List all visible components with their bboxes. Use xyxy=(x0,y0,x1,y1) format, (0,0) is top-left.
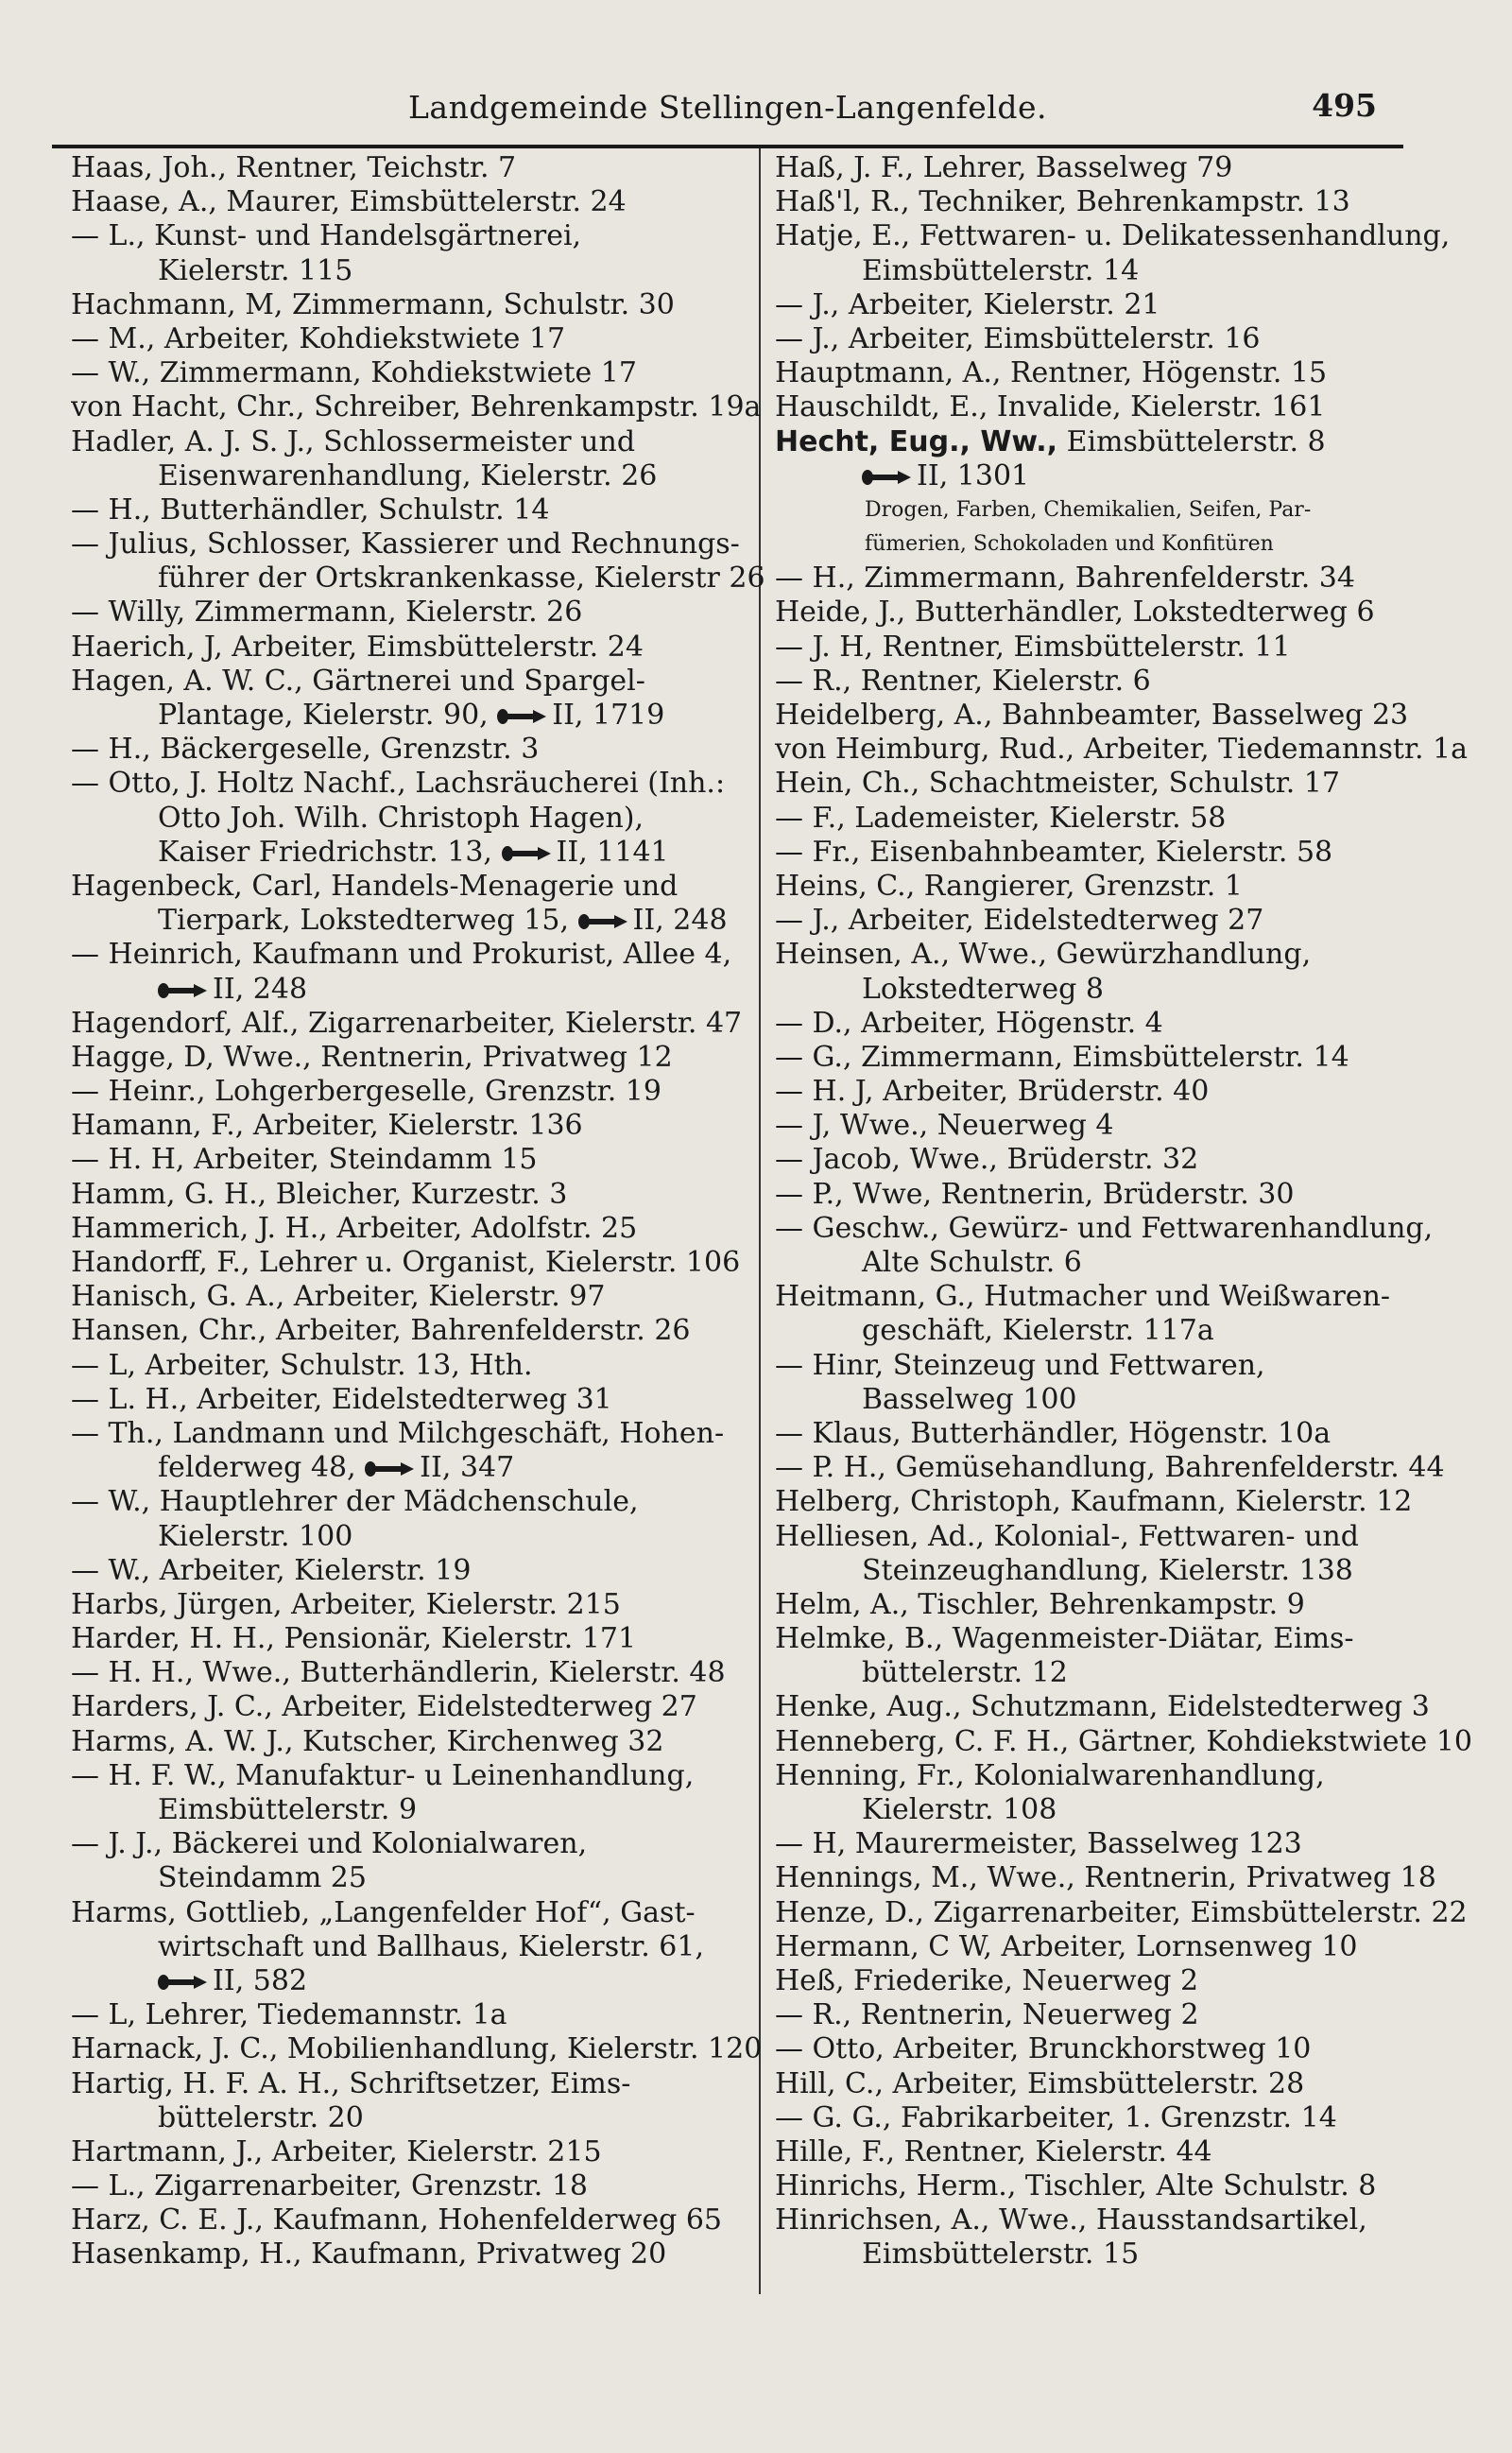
directory-line xyxy=(71,1246,770,1280)
entry-text: — Heinrich, Kaufmann und Prokurist, Allee 4, xyxy=(71,938,732,972)
entry-text: Hein, Ch., Schachtmeister, Schulstr. 17 xyxy=(775,767,1340,801)
directory-line xyxy=(71,390,770,424)
directory-line xyxy=(775,2203,1474,2237)
directory-line xyxy=(71,870,770,904)
directory-line xyxy=(71,322,770,356)
entry-text: — R., Rentner, Kielerstr. 6 xyxy=(775,664,1151,698)
entry-text: Hamm, G. H., Bleicher, Kurzestr. 3 xyxy=(71,1177,568,1211)
entry-text: Heidelberg, A., Bahnbeamter, Basselweg 23 xyxy=(775,699,1409,732)
entry-text: — J., Arbeiter, Eimsbüttelerstr. 16 xyxy=(775,321,1261,355)
directory-line xyxy=(71,1998,770,2032)
entry-text: Hagge, D, Wwe., Rentnerin, Privatweg 12 xyxy=(71,1040,673,1074)
directory-line xyxy=(71,938,770,972)
entry-text: Hille, F., Rentner, Kielerstr. 44 xyxy=(775,2134,1212,2168)
phone-number: II, 248 xyxy=(632,904,728,938)
directory-line xyxy=(71,1793,770,1827)
directory-line xyxy=(71,1554,770,1588)
directory-line xyxy=(71,1041,770,1075)
directory-line xyxy=(71,2169,770,2203)
directory-line xyxy=(71,802,770,836)
entry-text: Hauptmann, A., Rentner, Högenstr. 15 xyxy=(775,356,1328,390)
directory-line xyxy=(71,2101,770,2135)
phone-number: II, 1719 xyxy=(552,699,665,732)
directory-line xyxy=(71,1280,770,1314)
entry-text: wirtschaft und Ballhaus, Kielerstr. 61, xyxy=(158,1929,704,1963)
entry-text: Hermann, C W, Arbeiter, Lornsenweg 10 xyxy=(775,1929,1358,1963)
directory-line xyxy=(775,973,1474,1007)
directory-line xyxy=(775,2032,1474,2066)
directory-line xyxy=(71,596,770,630)
entry-text: — D., Arbeiter, Högenstr. 4 xyxy=(775,1006,1163,1040)
entry-text: — H., Butterhändler, Schulstr. 14 xyxy=(71,492,550,527)
entry-text: Hadler, A. J. S. J., Schlossermeister und xyxy=(71,424,636,458)
directory-line xyxy=(775,185,1474,219)
phone-number: II, 582 xyxy=(213,1963,308,1997)
directory-line xyxy=(775,1178,1474,1212)
entry-text: — P. H., Gemüsehandlung, Bahrenfelderstr. 44 xyxy=(775,1451,1445,1485)
directory-line xyxy=(71,1007,770,1041)
directory-line xyxy=(775,1280,1474,1314)
directory-line xyxy=(775,425,1474,459)
entry-text: Plantage, Kielerstr. 90, xyxy=(158,699,498,732)
directory-line xyxy=(775,631,1474,665)
entry-text: Heins, C., Rangierer, Grenzstr. 1 xyxy=(775,869,1243,903)
directory-line xyxy=(71,1759,770,1793)
telephone-icon xyxy=(158,982,207,999)
entry-text: — J. J., Bäckerei und Kolonialwaren, xyxy=(71,1827,588,1861)
entry-text: Handorff, F., Lehrer u. Organist, Kielerstr. 106 xyxy=(71,1246,741,1279)
directory-line xyxy=(71,493,770,527)
directory-line xyxy=(775,2169,1474,2203)
directory-line xyxy=(71,356,770,390)
entry-text: von Hacht, Chr., Schreiber, Behrenkampstr. 19a xyxy=(71,390,762,424)
right-column xyxy=(775,151,1474,2272)
directory-line xyxy=(775,596,1474,630)
entry-text: — G. G., Fabrikarbeiter, 1. Grenzstr. 14 xyxy=(775,2100,1337,2134)
entry-text: — J., Arbeiter, Eidelstedterweg 27 xyxy=(775,904,1264,938)
entry-text: Hamann, F., Arbeiter, Kielerstr. 136 xyxy=(71,1109,583,1143)
entry-text: Hasenkamp, H., Kaufmann, Privatweg 20 xyxy=(71,2237,667,2272)
entry-text: Eimsbüttelerstr. 15 xyxy=(862,2237,1140,2272)
entry-text: büttelerstr. 20 xyxy=(158,2100,364,2134)
directory-line xyxy=(775,1007,1474,1041)
entry-text: Heinsen, A., Wwe., Gewürzhandlung, xyxy=(775,938,1312,972)
entry-text: — H., Bäckergeselle, Grenzstr. 3 xyxy=(71,733,540,767)
entry-text: — G., Zimmermann, Eimsbüttelerstr. 14 xyxy=(775,1040,1349,1074)
directory-line xyxy=(71,631,770,665)
directory-line xyxy=(775,870,1474,904)
page-header xyxy=(52,87,1403,136)
entry-text: Harders, J. C., Arbeiter, Eidelstedterweg 27 xyxy=(71,1690,697,1724)
phone-number: II, 347 xyxy=(420,1451,515,1485)
directory-line xyxy=(71,836,770,870)
directory-line: fümerien, Schokoladen und Konfitüren xyxy=(865,532,1274,557)
telephone-icon xyxy=(158,1974,207,1991)
directory-line xyxy=(71,254,770,288)
directory-line xyxy=(775,1383,1474,1417)
directory-line xyxy=(775,1998,1474,2032)
entry-text: — Geschw., Gewürz- und Fettwarenhandlung, xyxy=(775,1211,1434,1245)
entry-text: von Heimburg, Rud., Arbeiter, Tiedemannstr. 1a xyxy=(775,733,1469,767)
entry-text: Kielerstr. 100 xyxy=(158,1519,353,1553)
directory-line xyxy=(71,561,770,596)
entry-text: Harder, H. H., Pensionär, Kielerstr. 171 xyxy=(71,1622,637,1656)
entry-text: Haerich, J, Arbeiter, Eimsbüttelerstr. 24 xyxy=(71,630,644,664)
entry-text: Alte Schulstr. 6 xyxy=(862,1246,1082,1279)
phone-number: II, 1141 xyxy=(556,835,669,869)
directory-line xyxy=(71,1896,770,1930)
entry-text: Hammerich, J. H., Arbeiter, Adolfstr. 25 xyxy=(71,1211,638,1245)
entry-text: Henze, D., Zigarrenarbeiter, Eimsbüttelerstr. 22 xyxy=(775,1895,1468,1929)
directory-line xyxy=(775,2067,1474,2101)
directory-line xyxy=(775,2101,1474,2135)
entry-text: Harnack, J. C., Mobilienhandlung, Kielerstr. 120 xyxy=(71,2032,763,2066)
entry-text: — P., Wwe, Rentnerin, Brüderstr. 30 xyxy=(775,1177,1295,1211)
directory-line xyxy=(775,2237,1474,2272)
entry-text: Hinrichsen, A., Wwe., Hausstandsartikel, xyxy=(775,2203,1367,2237)
directory-line xyxy=(71,425,770,459)
directory-line xyxy=(775,1964,1474,1998)
entry-text: Eisenwarenhandlung, Kielerstr. 26 xyxy=(158,458,658,492)
directory-line xyxy=(71,1417,770,1451)
entry-text: Haase, A., Maurer, Eimsbüttelerstr. 24 xyxy=(71,185,627,219)
directory-line xyxy=(775,938,1474,972)
directory-line xyxy=(775,322,1474,356)
telephone-icon xyxy=(365,1460,414,1477)
entry-text: — M., Arbeiter, Kohdiekstwiete 17 xyxy=(71,321,566,355)
entry-text: — L, Lehrer, Tiedemannstr. 1a xyxy=(71,1998,507,2032)
directory-line xyxy=(71,1827,770,1861)
directory-line xyxy=(775,1417,1474,1451)
directory-line xyxy=(71,1075,770,1109)
directory-line xyxy=(71,1451,770,1485)
directory-line xyxy=(71,1314,770,1348)
entry-text: Basselweg 100 xyxy=(862,1382,1077,1416)
directory-line xyxy=(71,1212,770,1246)
page-number: 495 xyxy=(1312,87,1377,124)
entry-text: — W., Zimmermann, Kohdiekstwiete 17 xyxy=(71,356,637,390)
directory-line xyxy=(775,219,1474,253)
directory-line xyxy=(71,2135,770,2169)
entry-text: Haas, Joh., Rentner, Teichstr. 7 xyxy=(71,151,517,184)
entry-text: — J., Arbeiter, Kielerstr. 21 xyxy=(775,287,1160,321)
entry-text: Heitmann, G., Hutmacher und Weißwaren- xyxy=(775,1280,1391,1314)
entry-text: Eimsbüttelerstr. 9 xyxy=(158,1793,418,1826)
directory-line xyxy=(71,2067,770,2101)
directory-line xyxy=(71,1964,770,1998)
entry-text: Eimsbüttelerstr. 14 xyxy=(862,253,1140,287)
directory-line xyxy=(775,1861,1474,1895)
directory-line xyxy=(71,1690,770,1724)
entry-text: Hagen, A. W. C., Gärtnerei und Spargel- xyxy=(71,664,645,698)
directory-line: Drogen, Farben, Chemikalien, Seifen, Par- xyxy=(865,497,1312,522)
directory-line xyxy=(775,254,1474,288)
directory-line xyxy=(775,1451,1474,1485)
entry-text: Hagenbeck, Carl, Handels-Menagerie und xyxy=(71,869,679,903)
directory-line xyxy=(71,1588,770,1622)
entry-text: Henning, Fr., Kolonialwarenhandlung, xyxy=(775,1758,1325,1792)
directory-line xyxy=(775,1349,1474,1383)
directory-line xyxy=(775,904,1474,938)
directory-line xyxy=(71,2203,770,2237)
directory-line xyxy=(71,527,770,561)
entry-text: — Hinr, Steinzeug und Fettwaren, xyxy=(775,1348,1265,1382)
entry-text: — Julius, Schlosser, Kassierer und Rechnungs- xyxy=(71,527,740,561)
directory-line xyxy=(71,288,770,322)
directory-line xyxy=(775,1143,1474,1177)
entry-text: Eimsbüttelerstr. 8 xyxy=(1057,424,1326,458)
entry-text: — L. H., Arbeiter, Eidelstedterweg 31 xyxy=(71,1382,612,1416)
directory-line xyxy=(775,1793,1474,1827)
entry-text: — J, Wwe., Neuerweg 4 xyxy=(775,1109,1114,1143)
entry-text: Harz, C. E. J., Kaufmann, Hohenfelderweg 65 xyxy=(71,2203,722,2237)
directory-line xyxy=(775,1622,1474,1656)
directory-line xyxy=(71,1520,770,1554)
directory-line xyxy=(71,185,770,219)
entry-text: — W., Hauptlehrer der Mädchenschule, xyxy=(71,1485,639,1519)
directory-line xyxy=(71,1725,770,1759)
directory-line xyxy=(775,665,1474,699)
directory-line xyxy=(775,1041,1474,1075)
entry-text: — L., Zigarrenarbeiter, Grenzstr. 18 xyxy=(71,2169,588,2203)
phone-number: II, 248 xyxy=(213,972,308,1006)
directory-line xyxy=(71,1861,770,1895)
directory-line xyxy=(775,1075,1474,1109)
entry-text: — W., Arbeiter, Kielerstr. 19 xyxy=(71,1553,472,1587)
entry-text: Hill, C., Arbeiter, Eimsbüttelerstr. 28 xyxy=(775,2066,1305,2100)
directory-line xyxy=(71,699,770,733)
directory-line xyxy=(71,219,770,253)
entry-text: Harbs, Jürgen, Arbeiter, Kielerstr. 215 xyxy=(71,1587,621,1621)
entry-text: Kaiser Friedrichstr. 13, xyxy=(158,835,502,869)
entry-text: Hinrichs, Herm., Tischler, Alte Schulstr. 8 xyxy=(775,2169,1377,2203)
entry-text: Haß'l, R., Techniker, Behrenkampstr. 13 xyxy=(775,185,1350,219)
entry-text: Henneberg, C. F. H., Gärtner, Kohdiekstwiete 10 xyxy=(775,1724,1472,1758)
telephone-icon xyxy=(578,913,627,930)
entry-text: — R., Rentnerin, Neuerweg 2 xyxy=(775,1998,1199,2032)
entry-text: Helliesen, Ad., Kolonial-, Fettwaren- und xyxy=(775,1519,1359,1553)
directory-line xyxy=(775,1656,1474,1690)
directory-line xyxy=(775,1588,1474,1622)
entry-text: Helberg, Christoph, Kaufmann, Kielerstr. 12 xyxy=(775,1485,1413,1519)
entry-text: Steinzeughandlung, Kielerstr. 138 xyxy=(862,1553,1353,1587)
directory-line xyxy=(775,459,1474,493)
directory-line xyxy=(71,1485,770,1519)
directory-line xyxy=(775,1827,1474,1861)
entry-text: — Otto, J. Holtz Nachf., Lachsräucherei (Inh.: xyxy=(71,767,726,801)
directory-line xyxy=(775,1759,1474,1793)
phone-number: II, 1301 xyxy=(917,458,1030,492)
entry-text: — H., Zimmermann, Bahrenfelderstr. 34 xyxy=(775,561,1355,596)
entry-text: Harms, Gottlieb, „Langenfelder Hof“, Gast- xyxy=(71,1895,696,1929)
entry-text: — Th., Landmann und Milchgeschäft, Hohen- xyxy=(71,1416,725,1450)
directory-line xyxy=(775,836,1474,870)
directory-line xyxy=(775,733,1474,767)
directory-line xyxy=(775,1485,1474,1519)
directory-line xyxy=(71,1656,770,1690)
directory-line xyxy=(71,1930,770,1964)
entry-text: Hagendorf, Alf., Zigarrenarbeiter, Kielerstr. 47 xyxy=(71,1006,743,1040)
directory-line xyxy=(775,1896,1474,1930)
entry-text: führer der Ortskrankenkasse, Kielerstr 26 xyxy=(158,561,765,596)
directory-line xyxy=(775,699,1474,733)
telephone-icon xyxy=(862,469,911,486)
directory-line xyxy=(71,904,770,938)
telephone-icon xyxy=(502,845,551,862)
entry-text: Harms, A. W. J., Kutscher, Kirchenweg 32 xyxy=(71,1724,664,1758)
directory-line xyxy=(71,1178,770,1212)
entry-text: Hartig, H. F. A. H., Schriftsetzer, Eims- xyxy=(71,2066,631,2100)
directory-line xyxy=(775,1520,1474,1554)
directory-line xyxy=(71,973,770,1007)
entry-text: — H. J, Arbeiter, Brüderstr. 40 xyxy=(775,1075,1210,1109)
directory-line xyxy=(71,2032,770,2066)
directory-line xyxy=(775,1246,1474,1280)
directory-line xyxy=(775,1725,1474,1759)
entry-text: Heide, J., Butterhändler, Lokstedterweg 6 xyxy=(775,596,1375,630)
entry-text: — Fr., Eisenbahnbeamter, Kielerstr. 58 xyxy=(775,835,1333,869)
entry-text: — H, Maurermeister, Basselweg 123 xyxy=(775,1827,1302,1861)
entry-text: Helm, A., Tischler, Behrenkampstr. 9 xyxy=(775,1587,1305,1621)
entry-text: Hanisch, G. A., Arbeiter, Kielerstr. 97 xyxy=(71,1280,606,1314)
directory-line xyxy=(71,1383,770,1417)
directory-line xyxy=(775,1212,1474,1246)
entry-text: felderweg 48, xyxy=(158,1451,366,1485)
entry-text: — Willy, Zimmermann, Kielerstr. 26 xyxy=(71,596,583,630)
entry-text: Tierpark, Lokstedterweg 15, xyxy=(158,904,578,938)
entry-text: — Heinr., Lohgerbergeselle, Grenzstr. 19 xyxy=(71,1075,662,1109)
directory-line xyxy=(775,561,1474,596)
left-column xyxy=(71,151,770,2272)
entry-text: Heß, Friederike, Neuerweg 2 xyxy=(775,1963,1199,1997)
directory-line xyxy=(775,1314,1474,1348)
directory-line xyxy=(775,288,1474,322)
directory-line xyxy=(71,1109,770,1143)
entry-text: Hachmann, M, Zimmermann, Schulstr. 30 xyxy=(71,287,675,321)
telephone-icon xyxy=(497,708,546,725)
directory-line xyxy=(775,151,1474,185)
directory-line xyxy=(775,1109,1474,1143)
entry-text: Henke, Aug., Schutzmann, Eidelstedterweg 3 xyxy=(775,1690,1430,1724)
entry-text: Haß, J. F., Lehrer, Basselweg 79 xyxy=(775,151,1233,184)
entry-text: — J. H, Rentner, Eimsbüttelerstr. 11 xyxy=(775,630,1291,664)
bold-name: Hecht, Eug., Ww., xyxy=(775,424,1058,458)
directory-line xyxy=(71,1349,770,1383)
entry-text: Kielerstr. 115 xyxy=(158,253,353,287)
directory-line xyxy=(71,151,770,185)
directory-line xyxy=(775,1930,1474,1964)
entry-text: Hatje, E., Fettwaren- u. Delikatessenhandlung, xyxy=(775,219,1451,253)
entry-text: Steindamm 25 xyxy=(158,1861,367,1895)
entry-text: Hennings, M., Wwe., Rentnerin, Privatweg 18 xyxy=(775,1861,1436,1895)
directory-line xyxy=(71,1143,770,1177)
entry-text: Hartmann, J., Arbeiter, Kielerstr. 215 xyxy=(71,2134,602,2168)
entry-text: — Jacob, Wwe., Brüderstr. 32 xyxy=(775,1143,1199,1177)
directory-line xyxy=(775,767,1474,801)
directory-line xyxy=(71,459,770,493)
entry-text: — L, Arbeiter, Schulstr. 13, Hth. xyxy=(71,1348,533,1382)
entry-text: Kielerstr. 108 xyxy=(862,1793,1057,1826)
entry-text: — Otto, Arbeiter, Brunckhorstweg 10 xyxy=(775,2032,1312,2066)
directory-line xyxy=(71,1622,770,1656)
directory-line xyxy=(775,2135,1474,2169)
directory-line xyxy=(775,802,1474,836)
directory-line xyxy=(71,733,770,767)
directory-line xyxy=(71,665,770,699)
entry-text: — F., Lademeister, Kielerstr. 58 xyxy=(775,801,1227,835)
entry-text: Hansen, Chr., Arbeiter, Bahrenfelderstr. 26 xyxy=(71,1314,691,1348)
directory-line xyxy=(71,2237,770,2272)
entry-text: — H. H, Arbeiter, Steindamm 15 xyxy=(71,1143,538,1177)
directory-line xyxy=(775,1554,1474,1588)
entry-text: — Klaus, Butterhändler, Högenstr. 10a xyxy=(775,1416,1332,1450)
entry-text: — L., Kunst- und Handelsgärtnerei, xyxy=(71,219,582,253)
entry-text: büttelerstr. 12 xyxy=(862,1656,1068,1690)
directory-line xyxy=(775,390,1474,424)
directory-line xyxy=(71,767,770,801)
directory-line xyxy=(775,1690,1474,1724)
header-rule xyxy=(52,145,1403,148)
entry-text: — H. F. W., Manufaktur- u Leinenhandlung, xyxy=(71,1758,695,1792)
entry-text: — H. H., Wwe., Butterhändlerin, Kielerstr. 48 xyxy=(71,1656,726,1690)
directory-line xyxy=(775,356,1474,390)
entry-text: Otto Joh. Wilh. Christoph Hagen), xyxy=(158,801,644,835)
entry-text: Lokstedterweg 8 xyxy=(862,972,1104,1006)
page-title: Landgemeinde Stellingen-Langenfelde. xyxy=(408,89,1047,126)
entry-text: Helmke, B., Wagenmeister-Diätar, Eims- xyxy=(775,1622,1354,1656)
entry-text: Hauschildt, E., Invalide, Kielerstr. 161 xyxy=(775,390,1326,424)
entry-text: geschäft, Kielerstr. 117a xyxy=(862,1314,1214,1348)
